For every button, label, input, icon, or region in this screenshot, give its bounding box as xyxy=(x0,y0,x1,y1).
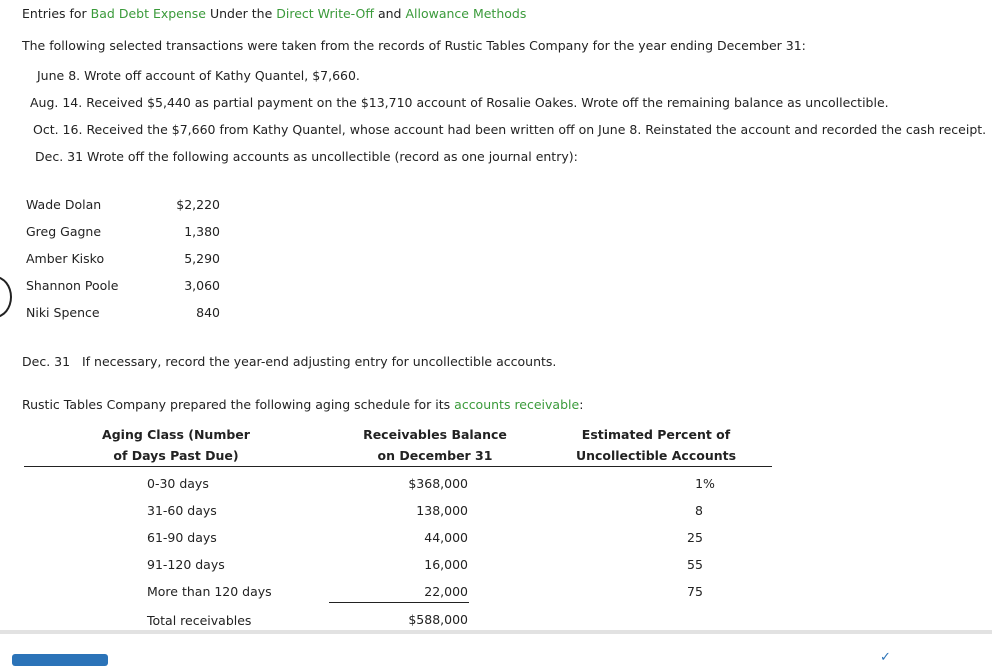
transaction-june8: June 8. Wrote off account of Kathy Quantel, $7,660. xyxy=(37,68,360,83)
header-aging-class-line2: of Days Past Due) xyxy=(113,448,239,463)
check-icon[interactable]: ✓ xyxy=(880,650,891,665)
aging-balance: 22,000 xyxy=(424,584,468,599)
aging-class: More than 120 days xyxy=(147,584,272,599)
header-balance-line1: Receivables Balance xyxy=(363,427,507,442)
account-amount: 840 xyxy=(196,305,220,320)
transaction-aug14: Aug. 14. Received $5,440 as partial payment on the $13,710 account of Rosalie Oakes. Wrote off the remaining balance as uncollectible. xyxy=(30,95,889,110)
account-name: Wade Dolan xyxy=(26,197,102,212)
accounts-receivable-link[interactable]: accounts receivable xyxy=(454,397,580,412)
header-aging-class-line1: Aging Class (Number xyxy=(102,427,250,442)
aging-percent: 1% xyxy=(695,476,715,491)
header-divider xyxy=(24,466,772,467)
aging-percent: 8 xyxy=(695,503,703,518)
direct-write-off-link[interactable]: Direct Write-Off xyxy=(276,6,374,21)
aging-balance: 138,000 xyxy=(416,503,468,518)
bad-debt-expense-link[interactable]: Bad Debt Expense xyxy=(90,6,206,21)
aging-class: 31-60 days xyxy=(147,503,217,518)
transaction-dec31: Dec. 31 Wrote off the following accounts as uncollectible (record as one journal entry): xyxy=(35,149,578,164)
aging-balance: $368,000 xyxy=(408,476,468,491)
total-balance: $588,000 xyxy=(408,612,468,627)
aging-balance: 44,000 xyxy=(424,530,468,545)
account-name: Niki Spence xyxy=(26,305,100,320)
header-balance-line2: on December 31 xyxy=(377,448,493,463)
circle-decoration xyxy=(0,276,12,318)
aging-intro: Rustic Tables Company prepared the following aging schedule for its accounts receivable: xyxy=(22,397,584,412)
adjusting-entry-text: Dec. 31 If necessary, record the year-end adjusting entry for uncollectible accounts. xyxy=(22,354,557,369)
account-amount: $2,220 xyxy=(176,197,220,212)
aging-class: 61-90 days xyxy=(147,530,217,545)
total-divider xyxy=(329,602,469,603)
aging-balance: 16,000 xyxy=(424,557,468,572)
account-name: Amber Kisko xyxy=(26,251,105,266)
header-percent-line2: Uncollectible Accounts xyxy=(575,448,737,463)
aging-class: 91-120 days xyxy=(147,557,225,572)
bottom-button[interactable] xyxy=(12,654,108,666)
total-label: Total receivables xyxy=(147,613,252,628)
section-divider-bar xyxy=(0,630,992,634)
account-amount: 3,060 xyxy=(184,278,220,293)
page-title: Entries for Bad Debt Expense Under the Direct Write-Off and Allowance Methods xyxy=(22,6,527,21)
account-amount: 1,380 xyxy=(184,224,220,239)
transaction-oct16: Oct. 16. Received the $7,660 from Kathy Quantel, whose account had been written off on June 8. Reinstated the account and recorded the cash receipt. xyxy=(33,122,987,137)
aging-percent: 75 xyxy=(687,584,703,599)
aging-percent: 25 xyxy=(687,530,703,545)
account-name: Greg Gagne xyxy=(26,224,102,239)
account-amount: 5,290 xyxy=(184,251,220,266)
account-name: Shannon Poole xyxy=(26,278,119,293)
header-percent-line1: Estimated Percent of xyxy=(581,427,731,442)
aging-percent: 55 xyxy=(687,557,703,572)
intro-text: The following selected transactions were taken from the records of Rustic Tables Company for the year ending December 31: xyxy=(22,38,806,53)
aging-class: 0-30 days xyxy=(147,476,209,491)
allowance-methods-link[interactable]: Allowance Methods xyxy=(405,6,527,21)
